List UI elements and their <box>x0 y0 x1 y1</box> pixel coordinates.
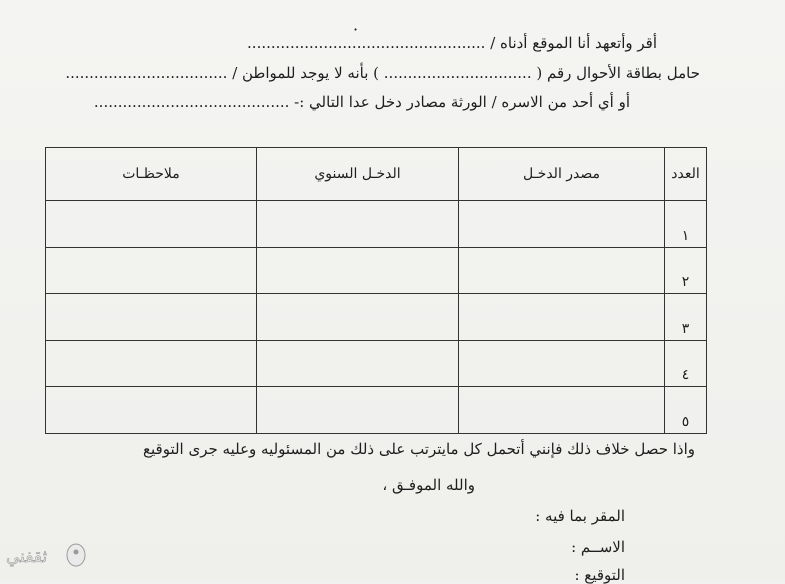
header-number: العدد <box>665 148 707 201</box>
logo-text: ثقفني <box>6 547 48 567</box>
table-cell <box>46 247 257 294</box>
table-cell <box>46 387 257 434</box>
declaration-line-3: أو أي أحد من الاسره / الورثة مصادر دخل عدا التالي :- ......................................... <box>93 93 630 111</box>
row-number: ٢ <box>665 247 707 294</box>
table-cell <box>459 294 665 341</box>
table-cell <box>46 201 257 248</box>
income-table <box>45 147 707 434</box>
liability-statement: واذا حصل خلاف ذلك فإنني أتحمل كل مايترتب على ذلك من المسئوليه وعليه جرى التوقيع <box>143 440 695 458</box>
declaration-line-1: أقر وأتعهد أنا الموقع أدناه / .................................................. <box>247 34 657 52</box>
row-number: ٣ <box>665 294 707 341</box>
table-row <box>46 247 707 294</box>
closing-phrase: والله الموفـق ، <box>382 476 475 494</box>
watermark-logo <box>4 540 92 574</box>
table-row <box>46 340 707 387</box>
signature-label: التوقيع : <box>574 566 625 584</box>
name-label: الاســم : <box>571 538 625 556</box>
row-number: ١ <box>665 201 707 248</box>
table-cell <box>257 247 459 294</box>
table-row <box>46 387 707 434</box>
table-cell <box>46 294 257 341</box>
table-cell <box>257 201 459 248</box>
ink-dot: · <box>353 20 359 39</box>
table-cell <box>459 340 665 387</box>
table-cell <box>257 294 459 341</box>
table-cell <box>459 201 665 248</box>
table-cell <box>459 387 665 434</box>
table-header-row <box>46 148 707 201</box>
header-annual-income: الدخـل السنوي <box>257 148 459 201</box>
header-notes: ملاحظـات <box>46 148 257 201</box>
row-number: ٥ <box>665 387 707 434</box>
header-income-source: مصدر الدخـل <box>459 148 665 201</box>
table-cell <box>257 340 459 387</box>
row-number: ٤ <box>665 340 707 387</box>
table-cell <box>46 340 257 387</box>
table-cell <box>257 387 459 434</box>
table-row <box>46 294 707 341</box>
table-row <box>46 201 707 248</box>
declarant-label: المقر بما فيه : <box>535 507 625 525</box>
table-cell <box>459 247 665 294</box>
declaration-line-2: حامل بطاقة الأحوال رقم ( ............................... ) بأنه لا يوجد للمواطن / .................................. <box>65 64 700 82</box>
